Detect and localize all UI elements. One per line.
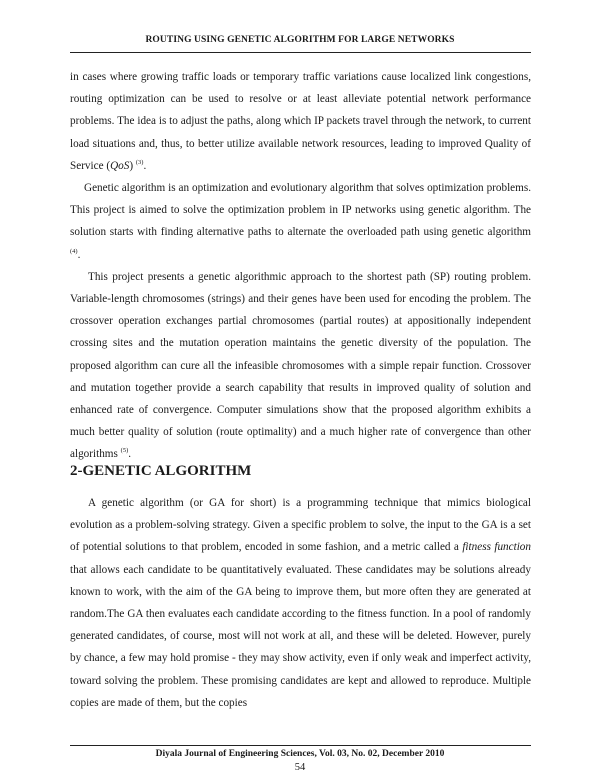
period: . (77, 248, 81, 261)
period: . (128, 448, 132, 461)
header-rule (70, 52, 531, 53)
journal-footer: Diyala Journal of Engineering Sciences, Vol. 03, No. 02, December 2010 (155, 749, 445, 759)
paragraph-2 (70, 177, 531, 266)
paragraph-2-text: Genetic algorithm is an optimization and evolutionary algorithm that solves optimization problems. This project is aimed to solve the optimization problem in IP networks using genetic algorithm. The solution starts with finding alternative paths to alternate the overloaded path using genetic algorithm (70, 182, 531, 239)
citation-4: (4) (70, 247, 78, 255)
period: . (143, 159, 147, 172)
paragraph-3-text: This project presents a genetic algorithmic approach to the shortest path (SP) routing problem. Variable-length chromosomes (strings) and their genes have been used for encoding the problem. The crossover operation exchanges partial chromosomes (partial routes) at appositionally independent crossing sites and the mutation operation maintains the genetic diversity of the population. The proposed algorithm can cure all the infeasible chromosomes with a simple repair function. Crossover and mutation together provide a search capability that results in improved quality of solution and enhanced rate of convergence. Computer simulations show that the proposed algorithm exhibits a much better quality of solution (route optimality) and a much higher rate of convergence than other algorithms (70, 270, 531, 461)
fitness-function-term: fitness function (462, 541, 531, 554)
footer-rule (70, 745, 531, 746)
running-header: ROUTING USING GENETIC ALGORITHM FOR LARGE NETWORKS (145, 35, 455, 45)
paragraph-1 (70, 66, 531, 177)
section-heading: 2-GENETIC ALGORITHM (70, 463, 252, 479)
paragraph-3 (70, 266, 531, 466)
paragraph-4 (70, 492, 531, 714)
section-body (70, 492, 531, 714)
citation-3: (3) (135, 158, 144, 166)
paragraph-4-text-after: that allows each candidate to be quantitatively evaluated. These candidates may be solutions already known to work, with the aim of the GA being to improve them, but more often they are generated at random.The GA then evaluates each candidate according to the fitness function. In a pool of randomly generated candidates, of course, most will not work at all, and these will be deleted. However, purely by chance, a few may hold promise - they may show activity, even if only weak and imperfect activity, toward solving the problem. These promising candidates are kept and allowed to reproduce. Multiple copies are made of them, but the copies (70, 563, 531, 709)
paren-close: ) (129, 159, 134, 172)
qos-abbrev: QoS (110, 159, 130, 172)
page-number: 54 (294, 762, 306, 773)
citation-5: (5) (120, 447, 129, 455)
paragraph-4-text-before: A genetic algorithm (or GA for short) is a programming technique that mimics biological evolution as a problem-solving strategy. Given a specific problem to solve, the input to the GA is a set of potential solutions to that problem, encoded in some fashion, and a metric called a (70, 497, 531, 554)
intro-body (70, 66, 531, 466)
paragraph-1-text: in cases where growing traffic loads or temporary traffic variations cause localized link congestions, routing optimization can be used to resolve or at least alleviate potential network performance problems. The idea is to adjust the paths, along which IP packets travel through the network, to current load situations and, thus, to better utilize available network resources, leading to improved Quality of Service ( (70, 71, 531, 172)
